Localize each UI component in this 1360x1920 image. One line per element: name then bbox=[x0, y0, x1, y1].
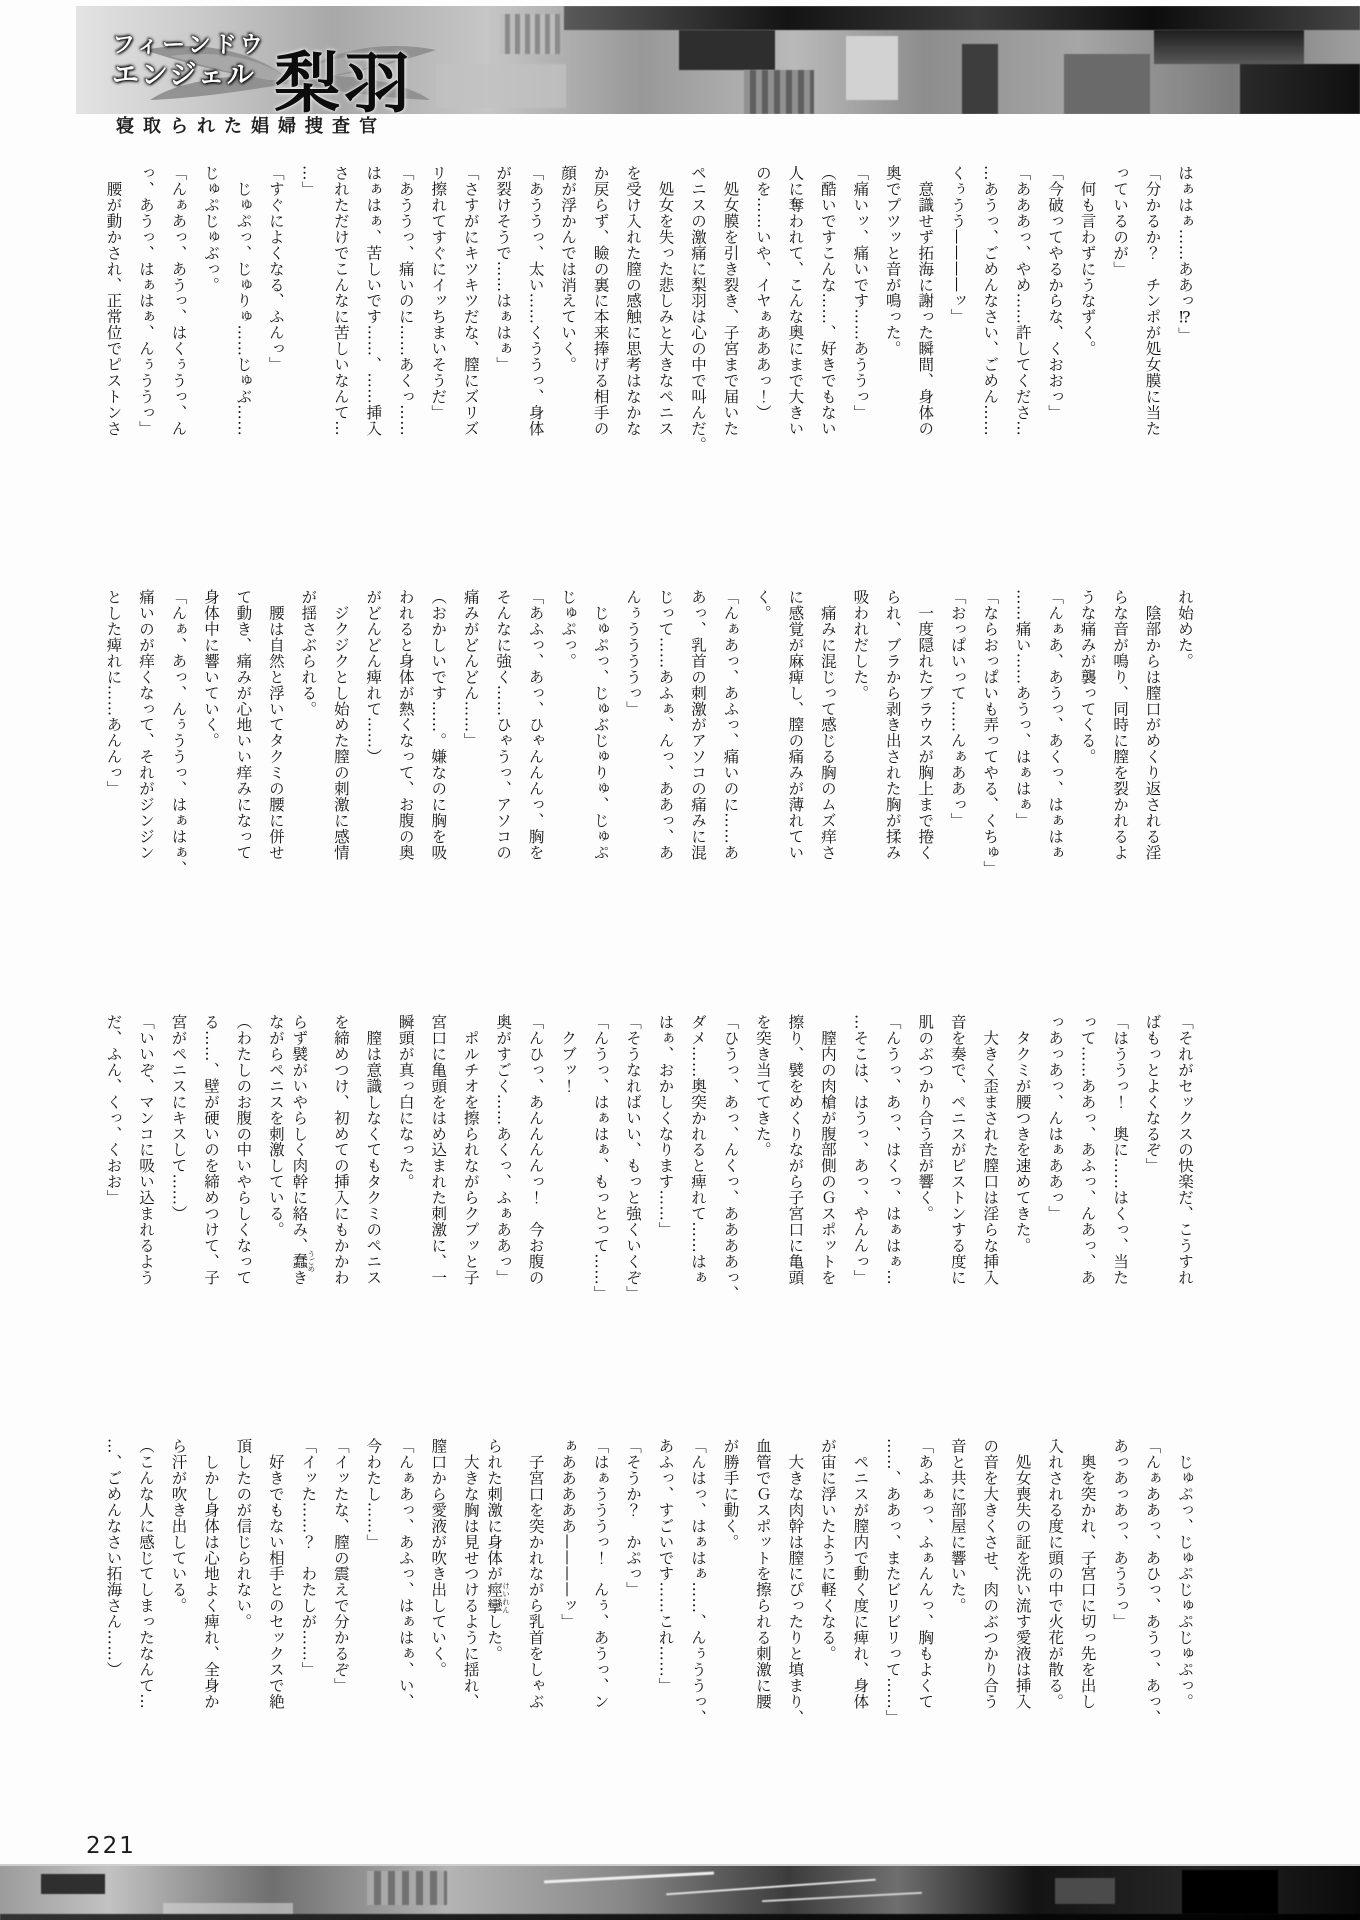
text-column: を締めつけ、初めての挿入にもかかわ bbox=[331, 1014, 350, 1286]
glitch-block bbox=[679, 30, 775, 70]
text-column: 「あううっ、太い……くううっ、身体 bbox=[526, 165, 545, 437]
glitch-block bbox=[564, 6, 1360, 30]
text-column: 「んぁあ、あうっ、あくっ、はぁはぁ bbox=[1046, 589, 1065, 861]
text-column: 一度隠れたブラウスが胸上まで捲く bbox=[916, 589, 935, 861]
text-column: …」 bbox=[299, 165, 318, 197]
text-column: 「んぁ、あっ、んぅううっ、はぁはぁ、 bbox=[169, 589, 188, 877]
logo-line2: エンジェル bbox=[112, 59, 256, 91]
text-column: 何も言わずにうなずく。 bbox=[1078, 165, 1097, 357]
text-column: 「今破ってやるからな、くおおっ」 bbox=[1046, 165, 1065, 421]
glitch-scratch bbox=[762, 1892, 922, 1902]
text-column: 膣内の肉槍が腹部側のＧスポットを bbox=[818, 1014, 837, 1286]
text-column: ばもっとよくなるぞ」 bbox=[1143, 1014, 1162, 1174]
text-column: はぁ、おかしくなります……」 bbox=[656, 1014, 675, 1238]
text-column: 入れされる度に頭の中で火花が散る。 bbox=[1046, 1438, 1065, 1710]
series-subtitle: 寝取られた娼婦捜査官 bbox=[116, 116, 386, 137]
text-column: ……痛い……あうっ、はぁはぁ」 bbox=[1013, 589, 1032, 829]
text-column: られ、ブラから剥き出された胸が揉み bbox=[883, 589, 902, 861]
glitch-block bbox=[1064, 54, 1150, 114]
text-column: 「すぐによくなる、ふんっ」 bbox=[266, 165, 285, 373]
text-column: ……、ああっ、またビリビリって……」 bbox=[883, 1438, 902, 1726]
text-column: 処女を失った悲しみと大きなペニス bbox=[656, 165, 675, 437]
text-column: ジクジクとし始めた膣の刺激に感情 bbox=[331, 589, 350, 861]
text-column: 瞬頭が真っ白になった。 bbox=[396, 1014, 415, 1190]
glitch-block bbox=[1055, 1878, 1115, 1904]
text-column: ペニスの激痛に梨羽は心の中で叫んだ。 bbox=[688, 165, 707, 453]
text-column: 「んぁああっ、あひっ、あうっ、あっ、 bbox=[1143, 1438, 1162, 1726]
text-column: 痛みに混じって感じる胸のムズ痒さ bbox=[818, 589, 837, 861]
text-column: 膣口から愛液が吹き出していく。 bbox=[429, 1438, 448, 1678]
text-band-2 bbox=[88, 589, 1192, 975]
text-column: 「んうっ、はぁはぁ、もっとって……」 bbox=[591, 1014, 610, 1302]
text-column: （おかしいです……。嫌なのに胸を吸 bbox=[429, 589, 448, 861]
text-column: を突き当ててきた。 bbox=[753, 1014, 772, 1158]
text-column: あっ、乳首の刺激がアソコの痛みに混 bbox=[688, 589, 707, 861]
glitch-block bbox=[1182, 1870, 1278, 1914]
text-column: はぁはぁ……ああっ⁉」 bbox=[1176, 165, 1194, 343]
text-column: とした痺れに……あんんっ」 bbox=[104, 589, 123, 797]
text-column: て動き、痛みが心地いい痒みになって bbox=[234, 589, 253, 861]
text-column: 痛みがどんどん……」 bbox=[461, 589, 480, 749]
text-column: が勝手に動く。 bbox=[721, 1438, 740, 1550]
text-column: 人に奪われて、こんな奥にまで大きい bbox=[786, 165, 805, 437]
text-column: 「ならおっぱいも弄ってやる、くちゅ」 bbox=[981, 589, 1000, 877]
glitch-block bbox=[846, 36, 898, 100]
text-column: 好きでもない相手とのセックスで絶 bbox=[266, 1438, 285, 1710]
text-column: が裂けそうで……はぁはぁ」 bbox=[494, 165, 513, 373]
text-column: 奥を突かれ、子宮口に切っ先を出し bbox=[1078, 1438, 1097, 1710]
glitch-block bbox=[41, 1874, 105, 1894]
text-column: 「さすがにキツキツだな、膣にズリズ bbox=[461, 165, 480, 437]
text-column: 意識せず拓海に謝った瞬間、身体の bbox=[916, 165, 935, 437]
text-column: （酷いですこんな……、好きでもない bbox=[818, 165, 837, 437]
text-column: 「おっぱいって……んぁああっ」 bbox=[948, 589, 967, 829]
text-column: 「イッた……？ わたしが……」 bbox=[299, 1438, 318, 1678]
text-column: ダメ……奥突かれると痺れて……はぁ bbox=[688, 1014, 707, 1286]
text-column: タクミが腰つきを速めてきた。 bbox=[1013, 1014, 1032, 1254]
text-column: …、ごめんなさい拓海さん……） bbox=[104, 1438, 123, 1678]
glitch-block bbox=[1154, 30, 1304, 64]
text-column: …そこは、はうっ、あっ、やんんっ」 bbox=[851, 1014, 870, 1286]
text-column: われると身体が熱くなって、お腹の奥 bbox=[396, 589, 415, 861]
text-column: を受け入れた膣の感触に思考はなかな bbox=[624, 165, 643, 437]
text-column: じゅぷっ。 bbox=[559, 589, 578, 669]
text-column: だ、ふん、くっ、くおお」 bbox=[104, 1014, 123, 1206]
text-column: 「イッたな、膣の震えで分かるぞ」 bbox=[331, 1438, 350, 1694]
text-column: 「あふっ、あっ、ひゃんんんっ、胸を bbox=[526, 589, 545, 861]
text-column: る……、壁が硬いのを締めつけて、子 bbox=[201, 1014, 220, 1286]
text-column: 処女膜を引き裂き、子宮まで届いた bbox=[721, 165, 740, 437]
text-column: ペニスが膣内で動く度に痺れ、身体 bbox=[851, 1438, 870, 1710]
text-column: くぅうう————ッ」 bbox=[948, 165, 967, 325]
text-column: っているのが」 bbox=[1111, 165, 1130, 277]
text-column: らな音が鳴り、同時に膣を裂かれるよ bbox=[1111, 589, 1130, 861]
text-column: ながらペニスを刺激している。 bbox=[266, 1014, 285, 1238]
text-column: 「ひうっ、あっ、んくっ、ああああっ、 bbox=[721, 1014, 740, 1302]
logo-title: 梨羽 bbox=[274, 44, 414, 122]
text-column: 「あううっ、痛いのに……あくっ…… bbox=[396, 165, 415, 437]
text-band-4 bbox=[88, 1438, 1192, 1824]
text-column: じゅぷっ、じゅぷじゅぷじゅぷっ。 bbox=[1176, 1438, 1194, 1710]
text-column: 処女喪失の証を洗い流す愛液は挿入 bbox=[1013, 1438, 1032, 1710]
text-column: ぁあああああ————ッ」 bbox=[559, 1438, 578, 1630]
text-column: 宮口に亀頭をはめ込まれた刺激に、一 bbox=[429, 1014, 448, 1286]
text-column: 腰が動かされ、正常位でピストンさ bbox=[104, 165, 123, 437]
glitch-block bbox=[962, 44, 998, 114]
text-column: 大きな肉幹は膣にぴったりと填まり、 bbox=[786, 1438, 805, 1726]
text-column: の音を大きくさせ、肉のぶつかり合う bbox=[981, 1438, 1000, 1710]
text-column: 顔が浮かんでは消えていく。 bbox=[559, 165, 578, 373]
text-band-1 bbox=[88, 165, 1192, 551]
text-column: 「あああっ、やめ……許してくださ… bbox=[1013, 165, 1032, 437]
text-column: 「そうなればいい、もっと強くいくぞ」 bbox=[624, 1014, 643, 1302]
text-column: に感覚が麻痺し、膣の痛みが薄れてい bbox=[786, 589, 805, 861]
text-column: されただけでこんなに苦しいなんて… bbox=[331, 165, 350, 437]
text-column: 音を奏で、ペニスがピストンする度に bbox=[948, 1014, 967, 1286]
text-column: のを……いや、イヤぁあああっ！） bbox=[753, 165, 772, 421]
glitch-scratch bbox=[667, 1879, 877, 1896]
text-column: しかし身体は心地よく痺れ、全身か bbox=[201, 1438, 220, 1710]
text-column: 腰は自然と浮いてタクミの腰に併せ bbox=[266, 589, 285, 861]
text-column: か戻らず、瞼の裏に本来捧げる相手の bbox=[591, 165, 610, 437]
text-column: 「そうか？ かぷっ」 bbox=[624, 1438, 643, 1598]
text-column: っ、あうっ、はぁはぁ、んぅううっ」 bbox=[137, 165, 155, 437]
text-column: あっあっあっ、あううっ」 bbox=[1111, 1438, 1130, 1630]
text-column: 「んひっ、あんんんんっ！ 今お腹の bbox=[526, 1014, 545, 1286]
text-column: ら汗が吹き出している。 bbox=[169, 1438, 188, 1614]
glitch-block bbox=[367, 1871, 447, 1905]
text-column: らず襞がいやらしく肉幹に絡み、蠢うごめき bbox=[290, 1014, 316, 1286]
text-column: が揺さぶられる。 bbox=[299, 589, 318, 717]
text-column: く。 bbox=[753, 589, 772, 621]
text-column: 大きく歪まされた膣口は淫らな挿入 bbox=[981, 1014, 1000, 1286]
text-column: ポルチオを擦られながらクプッと子 bbox=[461, 1014, 480, 1286]
bottom-collage bbox=[0, 1864, 1360, 1920]
text-column: 膣は意識しなくてもタクミのペニス bbox=[364, 1014, 383, 1286]
text-column: リ擦れてすぐにイッちまいそうだ」 bbox=[429, 165, 448, 421]
text-column: 血管でＧスポットを擦られる刺激に腰 bbox=[753, 1438, 772, 1710]
text-column: 「いいぞ、マンコに吸い込まれるよう bbox=[137, 1014, 155, 1286]
text-column: じゅぷっ、じゅりゅ……じゅぶ…… bbox=[234, 165, 253, 437]
text-band-3 bbox=[88, 1014, 1192, 1400]
text-column: 「んはっ、はぁはぁ……、んぅううっ、 bbox=[688, 1438, 707, 1726]
text-column: っあっあっ、んはぁああっ」 bbox=[1046, 1014, 1065, 1222]
text-column: 「んぁあっ、あふっ、はぁはぁ、い、 bbox=[396, 1438, 415, 1710]
glitch-block bbox=[0, 1914, 1360, 1920]
glitch-scratch bbox=[544, 1872, 714, 1884]
page-number: 221 bbox=[86, 1833, 136, 1859]
text-column: れ始めた。 bbox=[1176, 589, 1194, 669]
text-column: （わたしのお腹の中いやらしくなって bbox=[234, 1014, 253, 1286]
text-column: 宮がペニスにキスして……） bbox=[169, 1014, 188, 1222]
text-column: がどんどん痺れて……） bbox=[364, 589, 383, 765]
text-column: られた刺激に身体が痙攣けいれんした。 bbox=[485, 1438, 511, 1662]
text-column: が宙に浮いたように軽くなる。 bbox=[818, 1438, 837, 1662]
text-column: 奥がすごく……あくっ、ふぁああっ」 bbox=[494, 1014, 513, 1286]
text-column: あふっ、すごいです……これ……」 bbox=[656, 1438, 675, 1694]
text-column: クブッ！ bbox=[559, 1014, 578, 1094]
text-column: うな痛みが襲ってくる。 bbox=[1078, 589, 1097, 765]
text-column: 肌のぶつかり合う音が響く。 bbox=[916, 1014, 935, 1222]
glitch-block bbox=[744, 70, 814, 114]
glitch-block bbox=[1240, 64, 1360, 114]
text-column: （こんな人に感じてしまったなんて… bbox=[137, 1438, 155, 1710]
text-column: 奥でプツッと音が鳴った。 bbox=[883, 165, 902, 357]
text-column: 陰部からは膣口がめくり返される淫 bbox=[1143, 589, 1162, 861]
text-column: 音と共に部屋に響いた。 bbox=[948, 1438, 967, 1614]
text-column: 今わたし……」 bbox=[364, 1438, 383, 1550]
text-column: 子宮口を突かれながら乳首をしゃぶ bbox=[526, 1438, 545, 1710]
text-column: 「あふぁっ、ふぁんんっ、胸もよくて bbox=[916, 1438, 935, 1710]
text-column: じって……あふぁ、んっ、ああっ、あ bbox=[656, 589, 675, 861]
logo-line1: フィーンドウ bbox=[112, 32, 266, 58]
text-column: 大きな胸は見せつけるように揺れ、 bbox=[461, 1438, 480, 1710]
text-column: じゅぷっ、じゅぶじゅりゅ、じゅぷ bbox=[591, 589, 610, 861]
text-column: …あうっ、ごめんなさい、ごめん…… bbox=[981, 165, 1000, 437]
text-column: 「んうっ、あっ、はくっ、はぁはぁ… bbox=[883, 1014, 902, 1286]
text-column: じゅぷじゅぶっ。 bbox=[201, 165, 220, 293]
text-column: 「それがセックスの快楽だ、こうすれ bbox=[1176, 1014, 1194, 1286]
text-column: はぁはぁ、苦しいです……、……挿入 bbox=[364, 165, 383, 437]
text-column: 擦り、襞をめくりながら子宮口に亀頭 bbox=[786, 1014, 805, 1286]
text-column: って……ああっ、あふっ、んあっ、あ bbox=[1078, 1014, 1097, 1286]
text-column: 身体中に響いていく。 bbox=[201, 589, 220, 749]
text-column: そんなに強く……ひゃうっ、アソコの bbox=[494, 589, 513, 861]
text-column: んぅううううっ」 bbox=[624, 589, 643, 717]
text-column: 「んぁあっ、あふっ、痛いのに……あ bbox=[721, 589, 740, 861]
text-column: 「んぁあっ、あうっ、はくぅうっ、ん bbox=[169, 165, 188, 437]
text-column: 「はううっ！ 奥に……はくっ、当た bbox=[1111, 1014, 1130, 1286]
text-column: 吸われだした。 bbox=[851, 589, 870, 701]
text-column: 「痛いッ、痛いです……あううっ」 bbox=[851, 165, 870, 421]
text-column: 頂したのが信じられない。 bbox=[234, 1438, 253, 1630]
text-column: 痛いのが痒くなって、それがジンジン bbox=[137, 589, 155, 861]
text-column: 「分かるか？ チンポが処女膜に当た bbox=[1143, 165, 1162, 437]
text-column: 「はぁうううっ！ んぅ、あうっ、ン bbox=[591, 1438, 610, 1710]
